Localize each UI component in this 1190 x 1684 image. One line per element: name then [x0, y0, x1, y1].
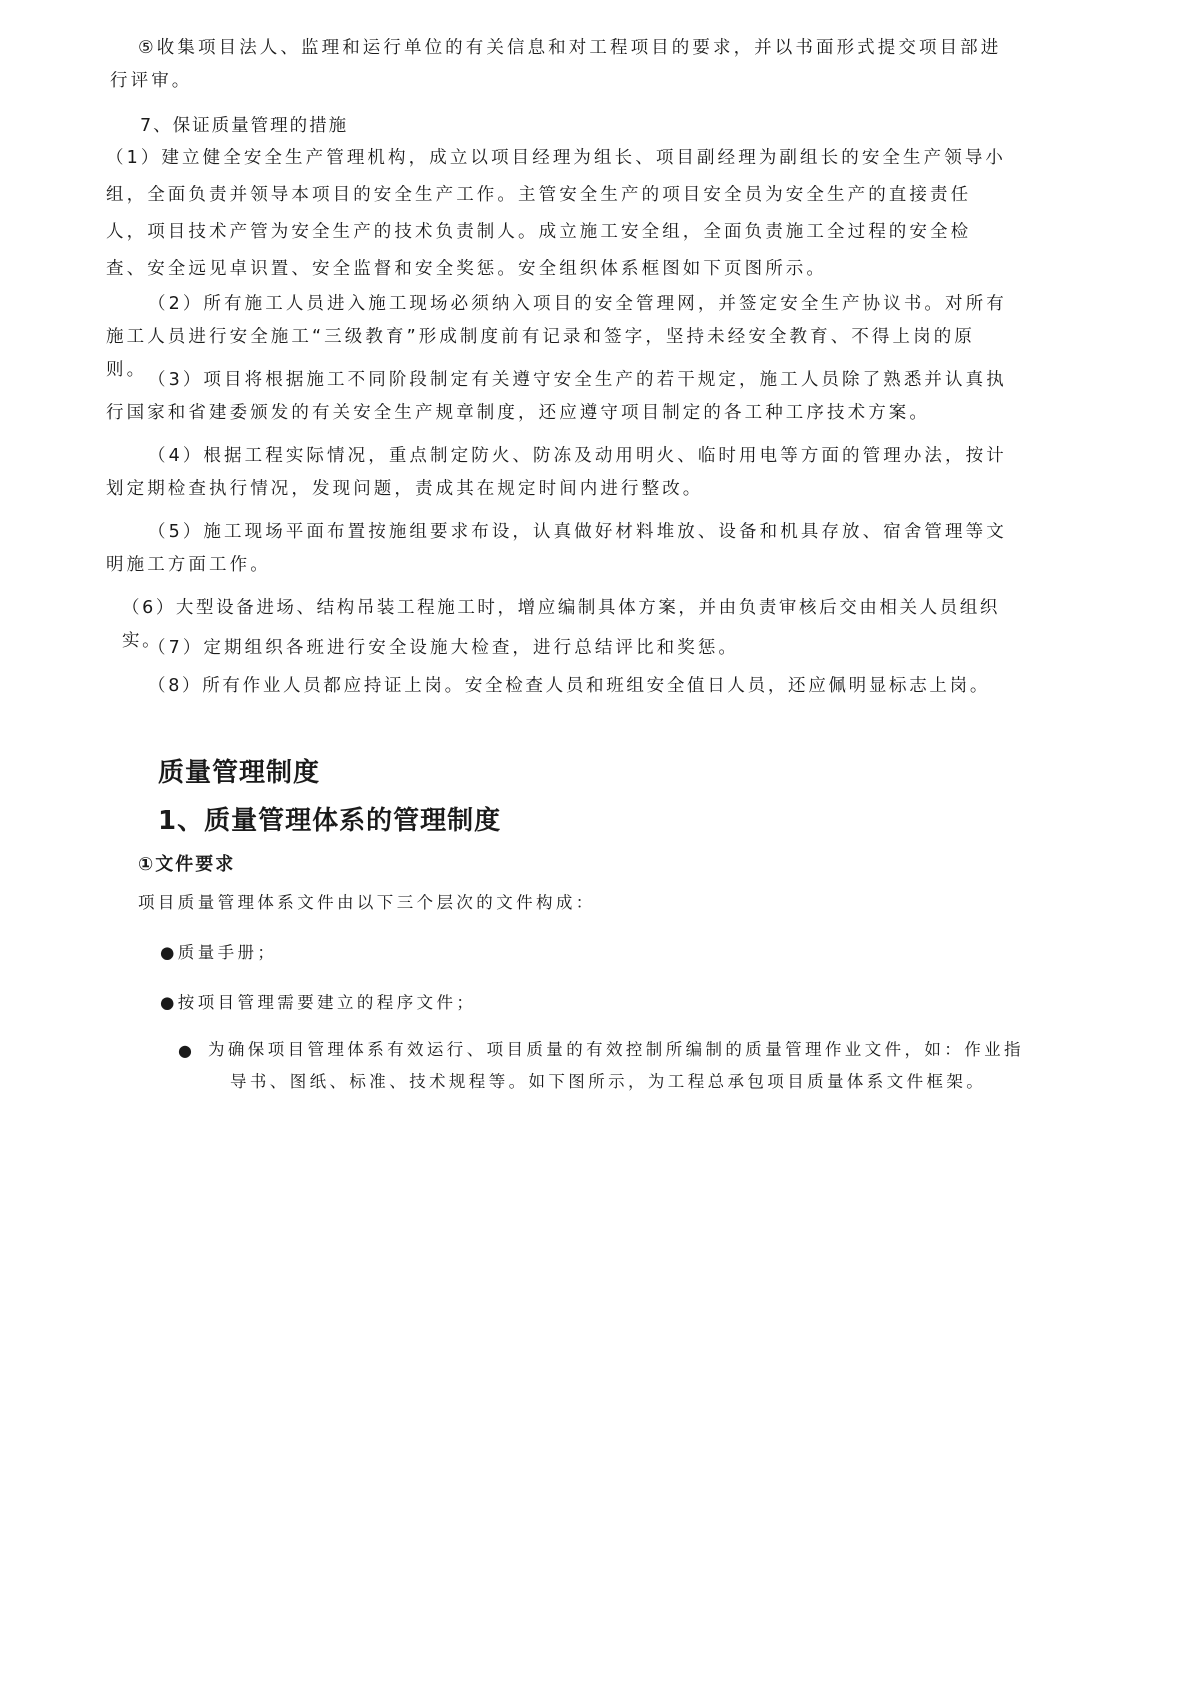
bullet-procedure-documents: ●按项目管理需要建立的程序文件；	[160, 993, 477, 1012]
measure-1-paragraph: （1）建立健全安全生产管理机构，成立以项目经理为组长、项目副经理为副组长的安全生产领导小组，全面负责并领导本项目的安全生产工作。主管安全生产的项目安全员为安全生产的直接责任人，项目技术产管为安全生产的技术负责制人。成立施工安全组，全面负责施工全过程的安全检查、安全远见卓识置、安全监督和安全奖惩。安全组织体系框图如下页图所示。	[106, 148, 1007, 279]
measure-6-paragraph: （6）大型设备进场、结构吊装工程施工时，增应编制具体方案，并由负责审核后交由相关人员组织实。	[122, 598, 1001, 651]
bullet-work-documents: 为确保项目管理体系有效运行、项目质量的有效控制所编制的质量管理作业文件，如：作业指导书、图纸、标准、技术规程等。如下图所示，为工程总承包项目质量体系文件框架。	[208, 1040, 1024, 1091]
quality-management-title: 质量管理制度	[158, 758, 321, 788]
quality-system-subtitle: 1、质量管理体系的管理制度	[158, 806, 502, 836]
document-structure-intro: 项目质量管理体系文件由以下三个层次的文件构成：	[138, 893, 596, 912]
bullet-quality-manual: ●质量手册；	[160, 943, 278, 962]
measure-5-paragraph: （5）施工现场平面布置按施组要求布设，认真做好材料堆放、设备和机具存放、宿舍管理等文明施工方面工作。	[106, 522, 1007, 575]
measure-7-paragraph: （7）定期组织各班进行安全设施大检查，进行总结评比和奖惩。	[148, 638, 740, 658]
document-requirements-heading: ①文件要求	[138, 854, 236, 875]
item-5-paragraph: ⑤收集项目法人、监理和运行单位的有关信息和对工程项目的要求，并以书面形式提交项目部进行评审。	[110, 38, 1002, 91]
measure-2-paragraph: （2）所有施工人员进入施工现场必须纳入项目的安全管理网，并签定安全生产协议书。对所有施工人员进行安全施工“三级教育”形成制度前有记录和签字，坚持未经安全教育、不得上岗的原则。	[106, 294, 1007, 380]
bullet-dot-icon: ●	[178, 1041, 192, 1060]
measure-8-paragraph: （8）所有作业人员都应持证上岗。安全检查人员和班组安全值日人员，还应佩明显标志上岗。	[148, 676, 991, 696]
section-7-heading: 7、保证质量管理的措施	[140, 116, 349, 136]
measure-3-paragraph: （3）项目将根据施工不同阶段制定有关遵守安全生产的若干规定，施工人员除了熟悉并认真执行国家和省建委颁发的有关安全生产规章制度，还应遵守项目制定的各工种工序技术方案。	[106, 370, 1007, 423]
measure-4-paragraph: （4）根据工程实际情况，重点制定防火、防冻及动用明火、临时用电等方面的管理办法，按计划定期检查执行情况，发现问题，责成其在规定时间内进行整改。	[106, 446, 1007, 499]
